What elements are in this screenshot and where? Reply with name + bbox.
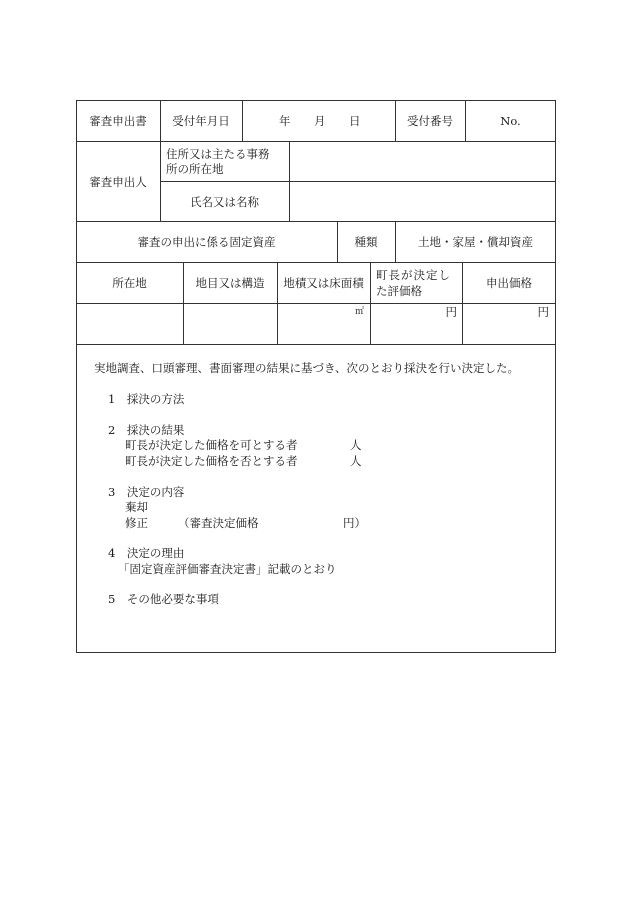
section-3-item: 修正 <box>125 516 148 530</box>
date-month: 月 <box>314 114 326 128</box>
rule <box>183 262 184 344</box>
rule <box>76 344 556 345</box>
rule <box>76 303 556 304</box>
rule <box>76 141 556 142</box>
section-2: 2 採決の結果 <box>108 423 185 437</box>
col-town-price: 町長が決定し <box>376 268 451 282</box>
name-label: 氏名又は名称 <box>190 195 259 209</box>
date-day: 日 <box>349 114 361 128</box>
col-area: 地積又は床面積 <box>283 276 364 290</box>
unit-yen: 円 <box>445 305 457 319</box>
decision-intro: 実地調査、口頭審理、書面審理の結果に基づき、次のとおり採決を行い決定した。 <box>94 361 520 375</box>
rule <box>370 262 371 344</box>
rule <box>242 100 243 141</box>
rule <box>76 262 556 263</box>
rule <box>76 221 556 222</box>
kind-label: 種類 <box>354 235 378 249</box>
col-category: 地目又は構造 <box>195 276 265 290</box>
rule <box>277 262 278 344</box>
col-town-price: た評価格 <box>376 284 422 298</box>
unit-area: ㎡ <box>354 307 364 317</box>
section-4-item: 「固定資産評価審査決定書」記載のとおり <box>118 562 337 576</box>
section-2-item: 町長が決定した価格を可とする者 <box>125 438 298 452</box>
section-4: 4 決定の理由 <box>108 546 185 560</box>
rule <box>160 181 556 182</box>
section-5: 5 その他必要な事項 <box>108 592 219 606</box>
kind-value: 土地・家屋・償却資産 <box>418 235 533 249</box>
receipt-date-label: 受付年月日 <box>172 114 230 128</box>
unit-yen: 円 <box>537 305 549 319</box>
rule <box>289 141 290 222</box>
section-2-unit: 人 <box>350 438 362 452</box>
col-location: 所在地 <box>112 276 147 290</box>
applicant-label: 審査申出人 <box>89 175 147 189</box>
section-3: 3 決定の内容 <box>108 485 185 499</box>
asset-label: 審査の申出に係る固定資産 <box>137 235 276 249</box>
section-2-unit: 人 <box>350 454 362 468</box>
section-1: 1 採決の方法 <box>108 392 185 406</box>
address-label: 住所又は主たる事務 <box>166 147 270 161</box>
section-2-item: 町長が決定した価格を否とする者 <box>125 454 298 468</box>
section-3-paren: 円） <box>343 516 366 530</box>
receipt-no-label: 受付番号 <box>407 114 453 128</box>
form-title-cell: 審査申出書 <box>89 114 147 128</box>
date-year: 年 <box>279 114 291 128</box>
rule <box>462 262 463 344</box>
col-request-price: 申出価格 <box>486 276 532 290</box>
receipt-no-value: No. <box>500 114 521 128</box>
section-3-paren: （審査決定価格 <box>178 516 259 530</box>
address-label: 所の所在地 <box>166 162 224 176</box>
section-3-item: 棄却 <box>125 500 148 514</box>
